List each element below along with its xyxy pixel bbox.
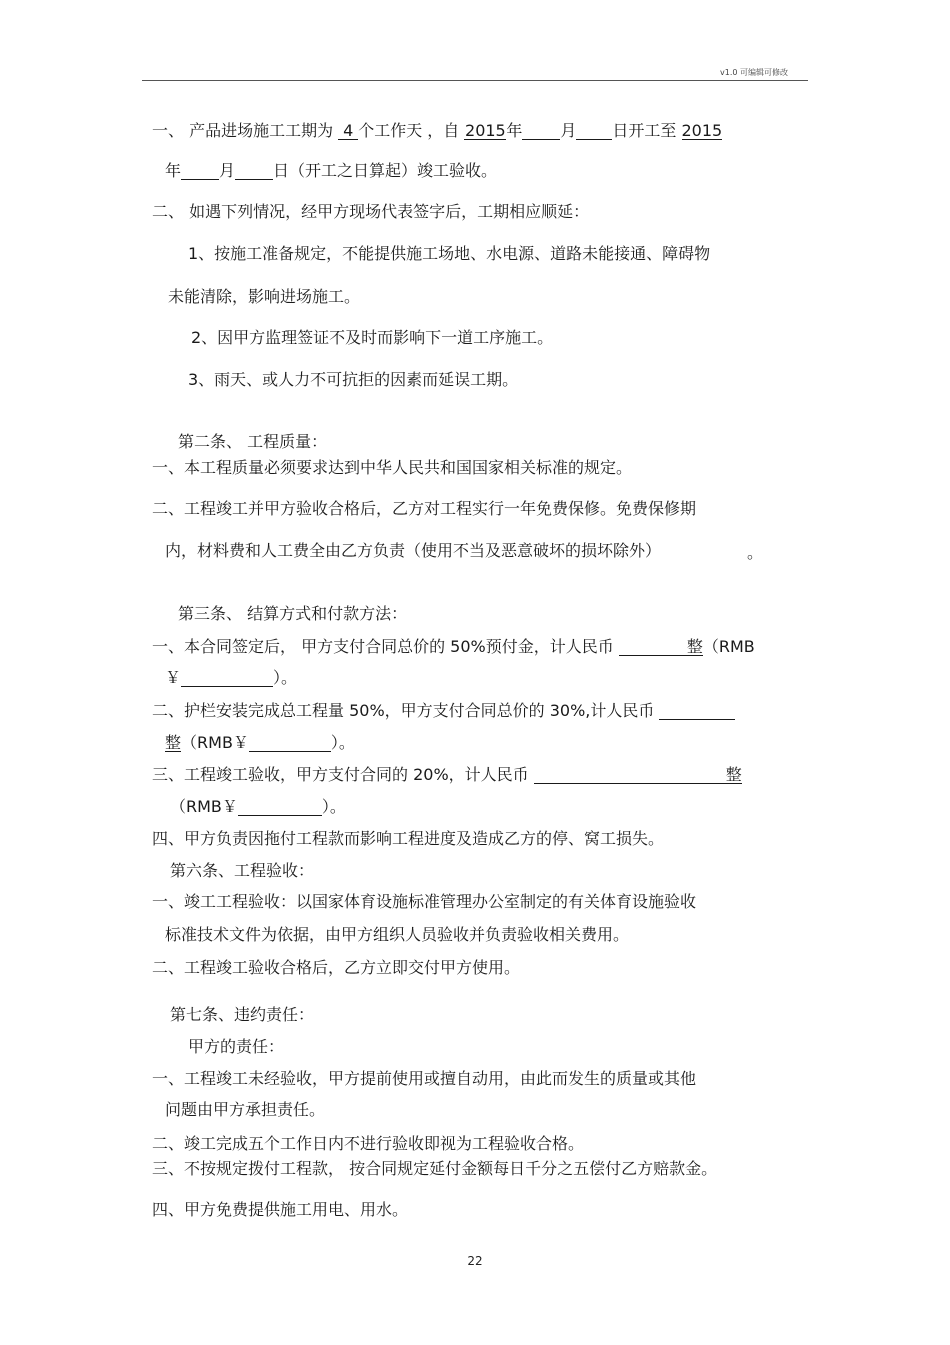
schedule-line-3: 二、 如遇下列情况，经甲方现场代表签字后，工期相应顺延： bbox=[152, 202, 590, 221]
payment-line-4: 四、甲方负责因拖付工程款而影响工程进度及造成乙方的停、窝工损失。 bbox=[152, 829, 665, 848]
payment-2-whole: 整 bbox=[165, 733, 182, 752]
schedule-text: 月 bbox=[560, 121, 577, 140]
acceptance-line-1: 一、竣工工程验收：以国家体育设施标准管理办公室制定的有关体育设施验收 bbox=[152, 892, 697, 911]
payment-text: （RMB bbox=[702, 637, 755, 656]
end-month-blank bbox=[181, 161, 219, 180]
payment-2-rmb-blank bbox=[249, 733, 331, 752]
schedule-text: 月 bbox=[219, 161, 236, 180]
schedule-line-1 bbox=[152, 121, 722, 141]
payment-line-1 bbox=[152, 637, 755, 657]
workdays-value: 4 bbox=[338, 121, 358, 140]
schedule-text: 年 bbox=[506, 121, 523, 140]
header-divider bbox=[142, 80, 808, 81]
schedule-line-7: 3、雨天、或人力不可抗拒的因素而延误工期。 bbox=[188, 370, 519, 389]
liability-line-2: 问题由甲方承担责任。 bbox=[165, 1100, 326, 1119]
acceptance-title: 第六条、工程验收： bbox=[170, 861, 315, 880]
schedule-line-2 bbox=[165, 161, 497, 181]
liability-line-1: 一、工程竣工未经验收，甲方提前使用或擅自动用，由此而发生的质量或其他 bbox=[152, 1069, 697, 1088]
version-note: v1.0 可编辑可修改 bbox=[720, 68, 788, 77]
payment-text: 二、护栏安装完成总工程量 50%，甲方支付合同总价的 30%,计人民币 bbox=[152, 701, 660, 720]
schedule-line-4: 1、按施工准备规定，不能提供施工场地、水电源、道路未能接通、障碍物 bbox=[188, 244, 711, 263]
payment-text: ）。 bbox=[330, 733, 355, 752]
schedule-line-5: 未能清除，影响进场施工。 bbox=[168, 287, 361, 306]
schedule-text: 个工作天 ，自 bbox=[358, 121, 465, 140]
schedule-text: 年 bbox=[165, 161, 182, 180]
payment-line-3 bbox=[152, 765, 742, 785]
payment-line-3b bbox=[170, 797, 346, 817]
schedule-text: 一、 产品进场施工工期为 bbox=[152, 121, 339, 140]
schedule-line-6: 2、因甲方监理签证不及时而影响下一道工序施工。 bbox=[191, 328, 554, 347]
payment-text: （RMB￥ bbox=[170, 797, 238, 816]
schedule-text: 日开工至 bbox=[612, 121, 682, 140]
payment-3-amount-blank: 整 bbox=[534, 765, 742, 784]
liability-line-5: 四、甲方免费提供施工用电、用水。 bbox=[152, 1200, 409, 1219]
liability-line-3: 二、竣工完成五个工作日内不进行验收即视为工程验收合格。 bbox=[152, 1134, 585, 1153]
acceptance-line-3: 二、工程竣工验收合格后，乙方立即交付甲方使用。 bbox=[152, 958, 521, 977]
schedule-text: 日（开工之日算起）竣工验收。 bbox=[273, 161, 498, 180]
start-day-blank bbox=[576, 121, 612, 140]
payment-2-amount-blank bbox=[659, 701, 735, 720]
page-number: 22 bbox=[467, 1254, 483, 1268]
liability-line-4: 三、不按规定拨付工程款， 按合同规定延付金额每日千分之五偿付乙方赔款金。 bbox=[152, 1159, 718, 1178]
payment-line-2 bbox=[152, 701, 735, 721]
payment-text: 三、工程竣工验收，甲方支付合同的 20%，计人民币 bbox=[152, 765, 534, 784]
payment-text: 一、本合同签定后， 甲方支付合同总价的 50%预付金，计人民币 bbox=[152, 637, 619, 656]
payment-1-rmb-blank bbox=[181, 668, 273, 687]
quality-line-3-end: 。 bbox=[747, 543, 764, 562]
end-day-blank bbox=[235, 161, 273, 180]
payment-title: 第三条、 结算方式和付款方法： bbox=[178, 604, 408, 623]
quality-title: 第二条、 工程质量： bbox=[178, 432, 328, 451]
liability-title: 第七条、违约责任： bbox=[170, 1005, 315, 1024]
liability-subtitle: 甲方的责任： bbox=[188, 1037, 285, 1056]
payment-text: （RMB￥ bbox=[181, 733, 249, 752]
end-year-value: 2015 bbox=[681, 121, 723, 140]
quality-line-1: 一、本工程质量必须要求达到中华人民共和国国家相关标准的规定。 bbox=[152, 458, 633, 477]
acceptance-line-2: 标准技术文件为依据，由甲方组织人员验收并负责验收相关费用。 bbox=[165, 925, 630, 944]
payment-text: ）。 bbox=[321, 797, 346, 816]
payment-line-2b bbox=[165, 733, 355, 753]
payment-text: ）。 bbox=[273, 668, 298, 687]
yen-sign: ￥ bbox=[165, 668, 182, 687]
quality-line-2: 二、工程竣工并甲方验收合格后，乙方对工程实行一年免费保修。免费保修期 bbox=[152, 499, 697, 518]
quality-line-3: 内，材料费和人工费全由乙方负责（使用不当及恶意破坏的损坏除外） bbox=[165, 541, 662, 560]
payment-3-rmb-blank bbox=[238, 797, 322, 816]
payment-line-1b bbox=[165, 668, 297, 688]
start-month-blank bbox=[522, 121, 560, 140]
start-year-value: 2015 bbox=[465, 121, 506, 140]
payment-1-amount-blank: 整 bbox=[619, 637, 703, 656]
